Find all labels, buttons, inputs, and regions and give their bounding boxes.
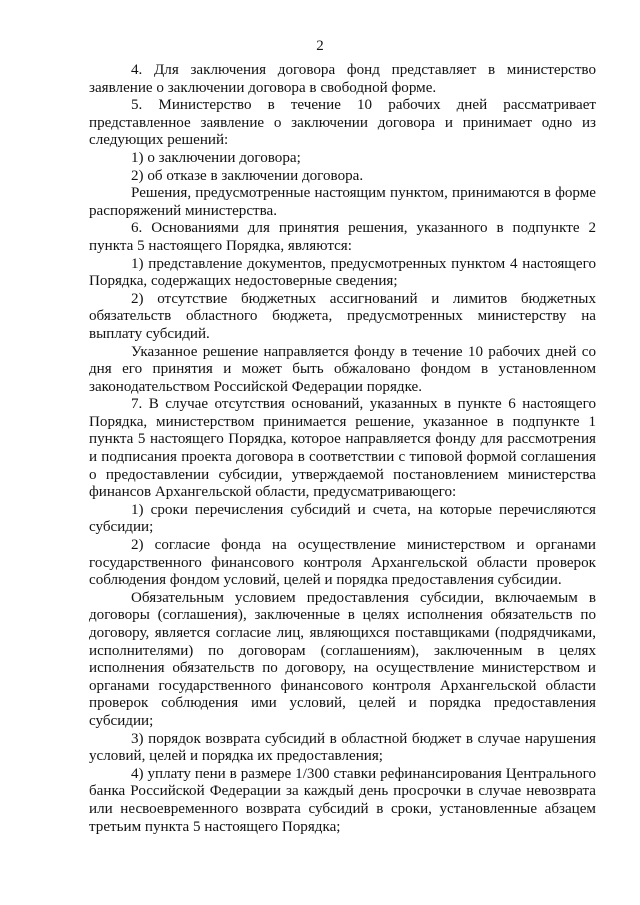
- paragraph-decisions-form: Решения, предусмотренные настоящим пунктом, принимаются в форме распоряжений министерства.: [89, 185, 596, 219]
- paragraph-item-4: 4. Для заключения договора фонд представляет в министерство заявление о заключении договора в свободной форме.: [89, 62, 596, 96]
- paragraph-decision-appeal: Указанное решение направляется фонду в течение 10 рабочих дней со дня его принятия и может быть обжаловано фондом в установленном законодательством Российской Федерации порядке.: [89, 343, 596, 395]
- page-number: 2: [316, 38, 324, 54]
- subitem-7-3: 3) порядок возврата субсидий в областной бюджет в случае нарушения условий, целей и порядка их предоставления;: [89, 730, 596, 765]
- subitem-7-2: 2) согласие фонда на осуществление министерством и органами государственного финансового контроля Архангельской области проверок соблюдения фондом условий, целей и порядка предоставления субсидии.: [89, 537, 596, 589]
- paragraph-mandatory-condition: Обязательным условием предоставления субсидии, включаемым в договоры (соглашения), заключенные в целях исполнения обязательств по договору, является согласие лиц, являющихся поставщиками (подрядчиками, исполнителями) по договорам (соглашениям), заключенным в целях исполнения обязательств по договору, на осуществление министерством и органами государственного финансового контроля Архангельской области проверок соблюдения ими условий, целей и порядка предоставления субсидии;: [89, 589, 596, 729]
- subitem-5-1: 1) о заключении договора;: [131, 149, 301, 166]
- subitem-5-2: 2) об отказе в заключении договора.: [131, 167, 364, 184]
- subitem-6-2: 2) отсутствие бюджетных ассигнований и лимитов бюджетных обязательств областного бюджета, предусмотренных министерству на выплату субсидий.: [89, 290, 596, 342]
- paragraph-item-6: 6. Основаниями для принятия решения, указанного в подпункте 2 пункта 5 настоящего Порядка, являются:: [89, 220, 596, 254]
- subitem-7-1: 1) сроки перечисления субсидий и счета, на которые перечисляются субсидии;: [89, 501, 596, 536]
- paragraph-item-7: 7. В случае отсутствия оснований, указанных в пункте 6 настоящего Порядка, министерством принимается решение, указанное в подпункте 1 пункта 5 настоящего Порядка, которое направляется фонду для рассмотрения и подписания проекта договора в соответствии с типовой формой соглашения о предоставлении субсидии, утверждаемой постановлением министерства финансов Архангельской области, предусматривающего:: [89, 396, 596, 501]
- subitem-6-1: 1) представление документов, предусмотренных пунктом 4 настоящего Порядка, содержащих недостоверные сведения;: [89, 255, 596, 290]
- paragraph-item-5: 5. Министерство в течение 10 рабочих дней рассматривает представленное заявление о заключении договора и принимает одно из следующих решений:: [89, 97, 596, 149]
- document-body: [89, 62, 596, 836]
- subitem-7-4: 4) уплату пени в размере 1/300 ставки рефинансирования Центрального банка Российской Федерации за каждый день просрочки в случае невозврата или несвоевременного возврата субсидий в сроки, установленные абзацем третьим пункта 5 настоящего Порядка;: [89, 765, 596, 835]
